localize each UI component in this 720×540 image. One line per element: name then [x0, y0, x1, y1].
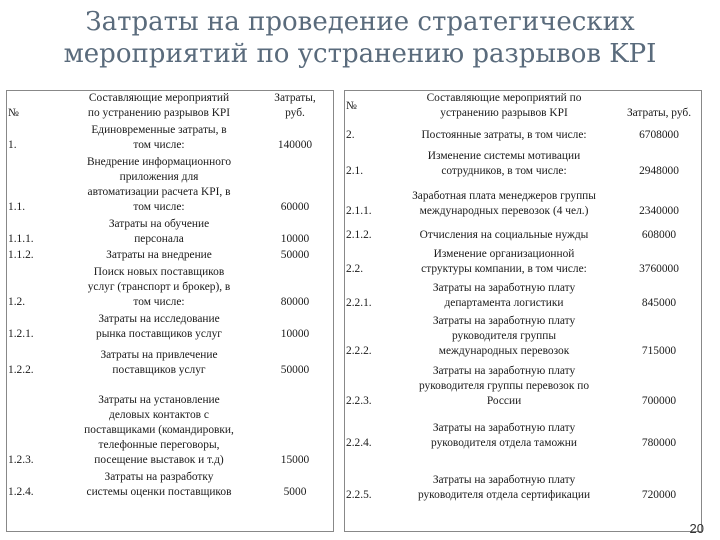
right-cost-table [344, 90, 702, 532]
left-row-number: 1. [8, 139, 17, 151]
left-row-cost: 50000 [280, 249, 310, 261]
right-row-description [391, 451, 617, 503]
left-row-description-line: приложения для [119, 171, 199, 183]
left-row-description [61, 215, 257, 247]
page-number: 20 [689, 521, 704, 536]
left-row-description-line: Затраты на исследование [98, 313, 220, 325]
right-row-description-line: руководителя отдела таможни [431, 437, 577, 449]
left-row-description-line: том числе: [133, 296, 185, 308]
right-table-row [345, 451, 701, 503]
left-header-desc [61, 91, 257, 121]
right-row-description-line: Постоянные затраты, в том числе: [421, 129, 587, 141]
right-row-cost: 780000 [641, 437, 677, 449]
right-row-number: 2.2.5. [346, 489, 372, 501]
right-row-cost: 720000 [641, 489, 677, 501]
right-header-desc [391, 91, 617, 121]
right-row-number: 2. [346, 129, 355, 141]
right-table-row [345, 409, 701, 451]
left-header-val-line: Затраты, [274, 92, 316, 104]
left-row-number: 1.1. [8, 201, 26, 213]
right-header-val: Затраты, руб. [626, 106, 692, 119]
right-header-desc-line: Составляющие мероприятий по [426, 92, 582, 104]
left-row-description [61, 310, 257, 342]
left-row-description-line: персонала [134, 233, 184, 245]
left-table-row [7, 310, 333, 342]
left-row-description [61, 153, 257, 215]
left-header-num: № [8, 107, 19, 119]
slide-title [0, 6, 720, 70]
right-row-description-line: Затраты на заработную плату [432, 282, 576, 294]
left-header-val [257, 91, 333, 121]
title-line-1: Затраты на проведение стратегических [85, 7, 635, 37]
right-row-description-line: Изменение системы мотивации [427, 150, 581, 162]
left-table-row [7, 468, 333, 500]
left-row-description-line: Поиск новых поставщиков [93, 266, 225, 278]
left-table-row [7, 263, 333, 310]
left-row-number: 1.2.1. [8, 328, 34, 340]
left-row-description-line: том числе: [133, 139, 185, 151]
right-row-number: 2.2.1. [346, 297, 372, 309]
right-row-number: 2.2.2. [346, 345, 372, 357]
left-row-description [61, 342, 257, 378]
right-table-row [345, 143, 701, 179]
left-table-header [7, 91, 333, 121]
left-row-description [61, 378, 257, 468]
right-row-description-line: структуры компании, в том числе: [421, 263, 587, 275]
right-header-num: № [346, 99, 357, 112]
left-row-description-line: автоматизации расчета KPI, в [87, 186, 231, 198]
left-table-row [7, 378, 333, 468]
left-row-description [61, 247, 257, 263]
left-header-desc-line: Составляющие мероприятий [88, 92, 230, 104]
left-row-description-line: Затраты на установление [98, 394, 220, 406]
left-row-cost: 60000 [280, 201, 310, 213]
right-row-description-line: России [486, 395, 522, 407]
left-cost-table [6, 90, 334, 532]
left-header-desc-line: по устранению разрывов KPI [87, 107, 231, 119]
right-row-description-line: Затраты на заработную плату [432, 365, 576, 377]
left-row-description-line: рынка поставщиков услуг [96, 328, 222, 340]
left-row-description [61, 468, 257, 500]
right-row-number: 2.2.4. [346, 437, 372, 449]
right-row-description-line: руководителя отдела сертификации [417, 489, 591, 501]
right-row-number: 2.2. [346, 263, 364, 275]
left-row-description-line: Единовременные затраты, в [91, 124, 227, 136]
right-row-description-line: Отчисления на социальные нужды [419, 229, 589, 241]
right-row-description-line: руководителя группы перевозок по [418, 380, 590, 392]
left-row-description-line: системы оценки поставщиков [86, 486, 232, 498]
left-row-description-line: услуг (транспорт и брокер), в [87, 281, 231, 293]
right-row-description-line: Затраты на заработную плату [432, 474, 576, 486]
right-row-number: 2.1.1. [346, 205, 372, 217]
right-row-description [391, 277, 617, 311]
right-row-description [391, 121, 617, 143]
left-row-description-line: Затраты на внедрение [106, 249, 212, 261]
left-row-cost: 15000 [280, 454, 310, 466]
right-row-description [391, 409, 617, 451]
left-header-val-line: руб. [285, 107, 305, 119]
left-row-description-line: поставщиками (командировки, [84, 424, 234, 436]
right-row-description-line: международных перевозок (4 чел.) [419, 205, 589, 217]
left-row-description-line: Затраты на привлечение [100, 349, 218, 361]
right-row-description-line: Заработная плата менеджеров группы [412, 190, 596, 202]
right-row-number: 2.2.3. [346, 395, 372, 407]
right-row-description [391, 311, 617, 359]
right-table-row [345, 243, 701, 277]
right-row-number: 2.1. [346, 165, 364, 177]
left-row-number: 1.1.1. [8, 233, 34, 245]
left-table-row [7, 215, 333, 247]
right-row-description-line: сотрудников, в том числе: [441, 165, 567, 177]
right-row-number: 2.1.2. [346, 229, 372, 241]
right-row-description [391, 243, 617, 277]
left-row-description-line: Внедрение информационного [86, 156, 232, 168]
right-row-cost: 700000 [641, 395, 677, 407]
right-row-description-line: руководителя группы [451, 330, 556, 342]
right-header-desc-line: устранению разрывов KPI [440, 107, 568, 119]
right-row-cost: 3760000 [639, 263, 679, 275]
left-row-description-line: поставщиков услуг [112, 364, 206, 376]
left-table-row [7, 121, 333, 153]
right-row-cost: 6708000 [639, 129, 679, 141]
right-row-description-line: Затраты на заработную плату [432, 315, 576, 327]
left-row-description-line: Затраты на обучение [108, 218, 210, 230]
right-row-description [391, 143, 617, 179]
right-row-description [391, 179, 617, 219]
left-row-description-line: том числе: [133, 201, 185, 213]
left-row-cost: 10000 [280, 328, 310, 340]
right-table-row [345, 311, 701, 359]
left-row-number: 1.2. [8, 296, 26, 308]
right-row-cost: 608000 [641, 229, 677, 241]
left-row-cost: 50000 [280, 364, 310, 376]
right-table-header [345, 91, 701, 121]
right-row-description [391, 219, 617, 243]
right-row-description-line: департамента логистики [444, 297, 564, 309]
left-row-description-line: Затраты на разработку [104, 471, 214, 483]
left-row-description-line: посещение выставок и т.д) [94, 454, 224, 466]
left-row-cost: 140000 [277, 139, 313, 151]
left-row-description-line: деловых контактов с [109, 409, 209, 421]
right-row-description-line: Затраты на заработную плату [432, 422, 576, 434]
left-row-number: 1.2.2. [8, 364, 34, 376]
left-row-description [61, 121, 257, 153]
right-row-cost: 845000 [641, 297, 677, 309]
left-row-number: 1.1.2. [8, 249, 34, 261]
left-row-cost: 5000 [283, 486, 307, 498]
right-table-row [345, 359, 701, 409]
left-row-number: 1.2.3. [8, 454, 34, 466]
right-table-row [345, 219, 701, 243]
left-table-row [7, 247, 333, 263]
left-row-cost: 10000 [280, 233, 310, 245]
right-table-row [345, 121, 701, 143]
left-row-number: 1.2.4. [8, 486, 34, 498]
left-row-cost: 80000 [280, 296, 310, 308]
right-row-description [391, 359, 617, 409]
left-table-row [7, 153, 333, 215]
left-table-row [7, 342, 333, 378]
left-row-description-line: телефонные переговоры, [98, 439, 220, 451]
right-row-cost: 715000 [641, 345, 677, 357]
right-row-cost: 2948000 [639, 165, 679, 177]
right-row-description-line: Изменение организационной [433, 248, 575, 260]
right-table-row [345, 179, 701, 219]
right-row-description-line: международных перевозок [438, 345, 570, 357]
right-row-cost: 2340000 [639, 205, 679, 217]
right-table-row [345, 277, 701, 311]
title-line-2: мероприятий по устранению разрывов KPI [63, 39, 657, 69]
left-row-description [61, 263, 257, 310]
